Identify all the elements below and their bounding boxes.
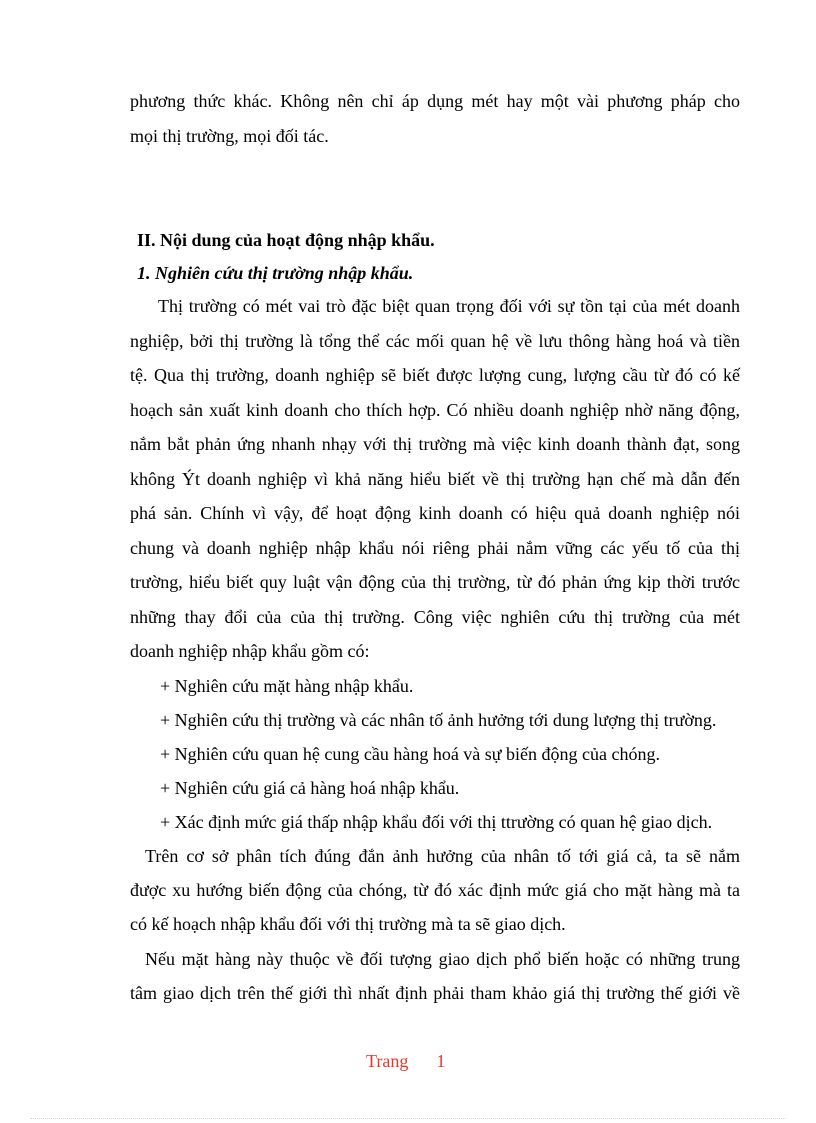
list-item: + Nghiên cứu quan hệ cung cầu hàng hoá và sự biến động của chóng. xyxy=(160,744,661,764)
page-bottom-divider xyxy=(30,1118,786,1119)
paragraph-line: được xu hướng biến động của chóng, từ đó xác định mức giá cho mặt hàng mà ta xyxy=(130,880,740,900)
list-item: + Nghiên cứu mặt hàng nhập khẩu. xyxy=(160,676,414,696)
page-number: 1 xyxy=(436,1051,446,1071)
paragraph-line: Nếu mặt hàng này thuộc về đối tượng giao dịch phổ biến hoặc có những trung xyxy=(145,949,740,969)
paragraph-line: hoạch sản xuất kinh doanh cho thích hợp. Có nhiều doanh nghiệp nhờ năng động, xyxy=(130,400,740,420)
paragraph-line: Thị trường có mét vai trò đặc biệt quan trọng đối với sự tồn tại của mét doanh xyxy=(158,296,740,316)
paragraph-line: nắm bắt phản ứng nhanh nhạy với thị trường mà việc kinh doanh thành đạt, song xyxy=(130,434,740,454)
paragraph-line: có kế hoạch nhập khẩu đối với thị trường mà ta sẽ giao dịch. xyxy=(130,914,566,934)
list-item: + Nghiên cứu giá cả hàng hoá nhập khẩu. xyxy=(160,778,460,798)
page-footer xyxy=(366,1050,445,1072)
paragraph-line: Trên cơ sở phân tích đúng đắn ảnh hưởng của nhân tố tới giá cả, ta sẽ nắm xyxy=(145,846,740,866)
paragraph-line: không Ýt doanh nghiệp vì khả năng hiểu biết về thị trường hạn chế mà dẫn đến xyxy=(130,469,740,489)
subsection-heading: 1. Nghiên cứu thị trường nhập khẩu. xyxy=(137,263,414,283)
section-heading: II. Nội dung của hoạt động nhập khẩu. xyxy=(137,230,435,250)
list-item: + Xác định mức giá thấp nhập khẩu đối với thị ttrường có quan hệ giao dịch. xyxy=(160,812,713,832)
paragraph-line: tệ. Qua thị trường, doanh nghiệp sẽ biết được lượng cung, lượng cầu từ đó có kế xyxy=(130,365,740,385)
paragraph-line: trường, hiểu biết quy luật vận động của thị trường, từ đó phản ứng kịp thời trước xyxy=(130,572,740,592)
paragraph-line: mọi thị trường, mọi đối tác. xyxy=(130,126,329,146)
paragraph-line: doanh nghiệp nhập khẩu gồm có: xyxy=(130,641,370,661)
paragraph-line: phương thức khác. Không nên chỉ áp dụng mét hay một vài phương pháp cho xyxy=(130,91,740,111)
page-label: Trang xyxy=(366,1051,409,1071)
paragraph-line: chung và doanh nghiệp nhập khẩu nói riêng phải nắm vững các yếu tố của thị xyxy=(130,538,740,558)
paragraph-line: nghiệp, bởi thị trường là tổng thể các mối quan hệ về lưu thông hàng hoá và tiền xyxy=(130,331,740,351)
paragraph-line: phá sản. Chính vì vậy, để hoạt động kinh doanh có hiệu quả doanh nghiệp nói xyxy=(130,503,740,523)
paragraph-line: tâm giao dịch trên thế giới thì nhất định phải tham khảo giá thị trường thế giới về xyxy=(130,983,740,1003)
list-item: + Nghiên cứu thị trường và các nhân tố ảnh hưởng tới dung lượng thị trường. xyxy=(160,710,717,730)
paragraph-line: những thay đổi của của thị trường. Công việc nghiên cứu thị trường của mét xyxy=(130,607,740,627)
